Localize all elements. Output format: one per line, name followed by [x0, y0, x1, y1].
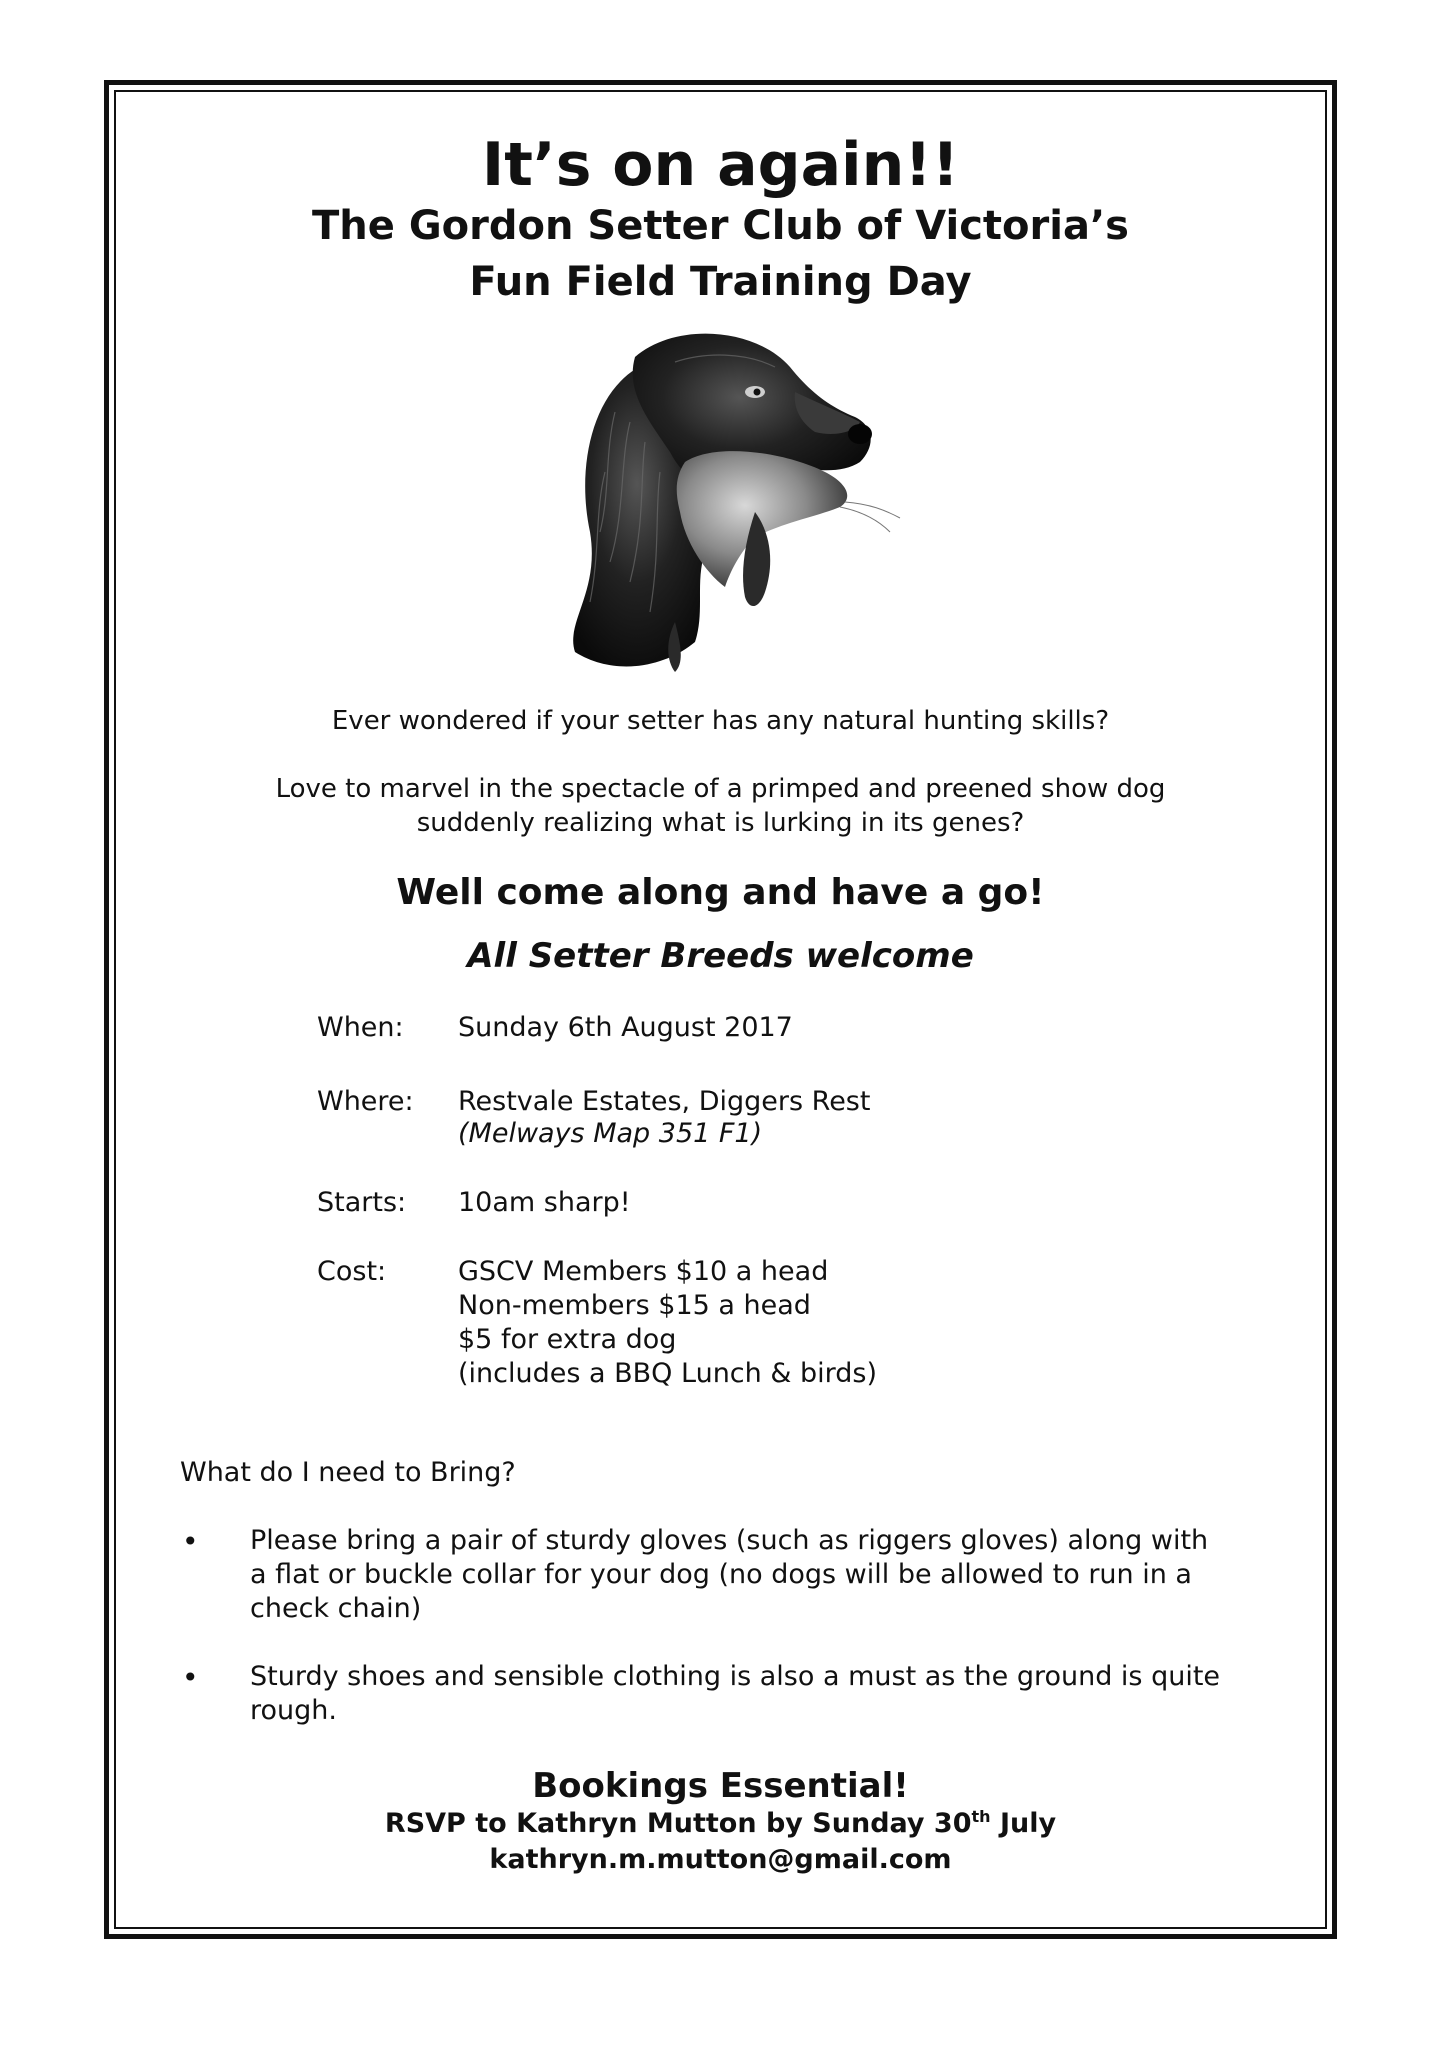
club-name: The Gordon Setter Club of Victoria’s [312, 203, 1129, 249]
bullet-icon: • [182, 1525, 199, 1558]
bring-item-1-line: a flat or buckle collar for your dog (no dogs will be allowed to run in a [250, 1559, 1192, 1590]
setter-dog-illustration [555, 322, 910, 687]
rsvp-ordinal: th [971, 1807, 991, 1826]
where-value: Restvale Estates, Diggers Rest [458, 1086, 871, 1117]
cost-line: Non-members $15 a head [458, 1290, 811, 1321]
bullet-icon: • [182, 1661, 199, 1694]
cost-label: Cost: [317, 1256, 387, 1287]
call-to-action: Well come along and have a go! [396, 872, 1045, 913]
contact-email: kathryn.m.mutton@gmail.com [489, 1844, 952, 1875]
bookings-essential: Bookings Essential! [532, 1766, 909, 1806]
intro-question-2-line-2: suddenly realizing what is lurking in its genes? [416, 808, 1025, 838]
breeds-welcome: All Setter Breeds welcome [467, 936, 974, 976]
rsvp-line [114, 1807, 1327, 1841]
where-note: (Melways Map 351 F1) [458, 1118, 763, 1149]
rsvp-text: RSVP to Kathryn Mutton by Sunday 30 [384, 1808, 972, 1839]
bring-item-1-line: Please bring a pair of sturdy gloves (such as riggers gloves) along with [250, 1525, 1209, 1556]
bring-item-2-line: rough. [250, 1695, 337, 1726]
bring-item-1-line: check chain) [250, 1593, 422, 1624]
bring-heading: What do I need to Bring? [180, 1457, 516, 1488]
starts-value: 10am sharp! [458, 1187, 631, 1218]
intro-question-2-line-1: Love to marvel in the spectacle of a primped and preened show dog [275, 774, 1166, 804]
when-label: When: [317, 1012, 404, 1043]
event-name: Fun Field Training Day [469, 259, 972, 305]
rsvp-month: July [990, 1808, 1057, 1839]
cost-line: GSCV Members $10 a head [458, 1256, 829, 1287]
headline: It’s on again!! [481, 130, 960, 200]
intro-question-1: Ever wondered if your setter has any natural hunting skills? [331, 706, 1110, 736]
cost-line: $5 for extra dog [458, 1324, 677, 1355]
intro-question-2 [114, 772, 1327, 840]
bring-item-2-line: Sturdy shoes and sensible clothing is also a must as the ground is quite [250, 1661, 1221, 1692]
when-value: Sunday 6th August 2017 [458, 1012, 793, 1043]
cost-line: (includes a BBQ Lunch & birds) [458, 1358, 877, 1389]
where-label: Where: [317, 1086, 414, 1117]
starts-label: Starts: [317, 1187, 407, 1218]
